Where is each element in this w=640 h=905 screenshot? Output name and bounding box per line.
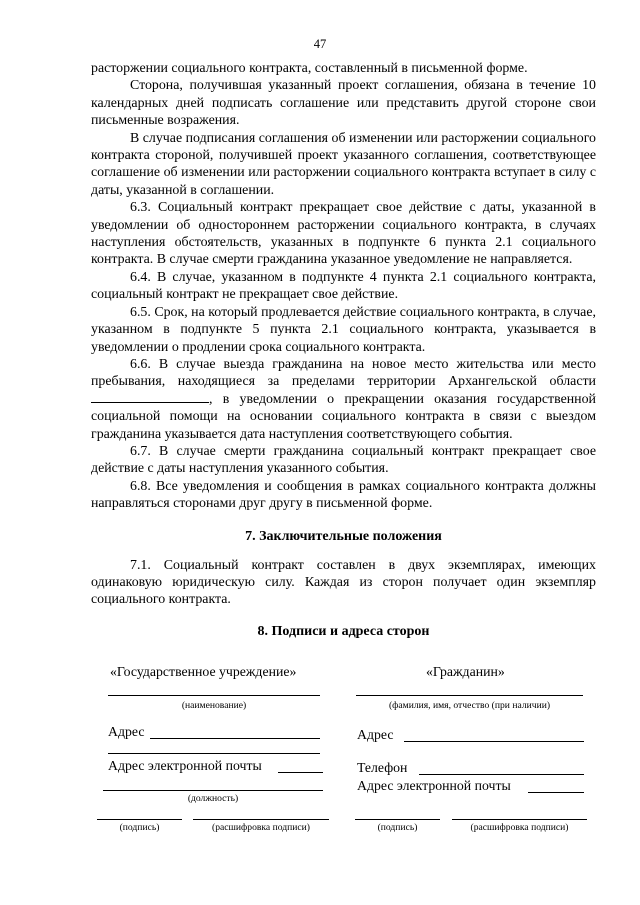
caption-position: (должность) bbox=[187, 793, 239, 804]
right-signature-line bbox=[355, 819, 440, 820]
paragraph: В случае подписания соглашения об изменении или расторжении социального контракта стороной, получившей проект указанного соглашения, соответствующее соглашение об изменении или расторжении социального контракта вступает в силу с даты, указанной в соглашении. bbox=[91, 130, 596, 198]
left-signature-line bbox=[97, 819, 182, 820]
caption-name: (наименование) bbox=[181, 700, 247, 711]
right-decode-line bbox=[452, 819, 587, 820]
right-email-label: Адрес электронной почты bbox=[357, 778, 511, 793]
section-8-title: 8. Подписи и адреса сторон bbox=[257, 623, 430, 639]
paragraph-6-3: 6.3. Социальный контракт прекращает свое действие с даты, указанной в уведомлении об одностороннем расторжении социального контракта, в случаях наступления обстоятельств, указанных в подпункте 6 пункта 2.1 социального контракта. В случае смерти гражданина указанное уведомление не направляется. bbox=[91, 200, 596, 268]
left-email-label: Адрес электронной почты bbox=[108, 758, 262, 773]
paragraph-6-7: 6.7. В случае смерти гражданина социальный контракт прекращает свое действие с даты наступления указанного события. bbox=[91, 443, 596, 477]
paragraph-6-5: 6.5. Срок, на который продлевается действие социального контракта, в случае, указанном в подпункте 5 пункта 2.1 социального контракта, указывается в уведомлении о продлении срока социального контракта. bbox=[91, 304, 596, 355]
caption-decode: (расшифровка подписи) bbox=[212, 822, 310, 833]
fio-line bbox=[356, 695, 583, 696]
paragraph: расторжении социального контракта, составленный в письменной форме. bbox=[91, 61, 528, 76]
caption-signature: (подпись) bbox=[377, 822, 418, 833]
left-address-label: Адрес bbox=[108, 724, 145, 739]
paragraph-6-6-start: 6.6. В случае выезда гражданина на новое место жительства или место пребывания, находящиеся за пределами территории Архангельской области bbox=[91, 356, 596, 390]
right-email-line bbox=[528, 792, 584, 793]
caption-fio: (фамилия, имя, отчество (при наличии) bbox=[388, 700, 551, 711]
paragraph: Сторона, получившая указанный проект соглашения, обязана в течение 10 календарных дней подписать соглашение или представить другой стороне свои письменные возражения. bbox=[91, 78, 596, 129]
right-address-label: Адрес bbox=[357, 727, 394, 742]
page-number: 47 bbox=[313, 37, 327, 51]
right-address-line bbox=[404, 741, 584, 742]
paragraph-6-8: 6.8. Все уведомления и сообщения в рамках социального контракта должны направляться сторонами друг другу в письменной форме. bbox=[91, 478, 596, 512]
paragraph-6-6-end: , в уведомлении о прекращении оказания государственной социальной помощи на основании социального контракта в связи с выездом гражданина указывается дата наступления соответствующего события. bbox=[91, 391, 596, 442]
left-decode-line bbox=[193, 819, 329, 820]
phone-label: Телефон bbox=[357, 760, 408, 775]
left-address-line bbox=[150, 738, 320, 739]
left-party-title: «Государственное учреждение» bbox=[110, 664, 297, 679]
caption-decode: (расшифровка подписи) bbox=[470, 822, 569, 833]
section-7-title: 7. Заключительные положения bbox=[245, 528, 442, 544]
left-address-line-2 bbox=[108, 753, 320, 754]
left-email-line bbox=[278, 772, 323, 773]
paragraph-6-4: 6.4. В случае, указанном в подпункте 4 пункта 2.1 социального контракта, социальный контракт не прекращает свое действие. bbox=[91, 269, 596, 303]
phone-line bbox=[419, 774, 584, 775]
caption-signature: (подпись) bbox=[119, 822, 160, 833]
position-line bbox=[103, 790, 323, 791]
paragraph-7-1: 7.1. Социальный контракт составлен в двух экземплярах, имеющих одинаковую юридическую силу. Каждая из сторон получает один экземпляр социального контракта. bbox=[91, 557, 596, 608]
right-party-title: «Гражданин» bbox=[426, 664, 505, 679]
name-line bbox=[108, 695, 320, 696]
